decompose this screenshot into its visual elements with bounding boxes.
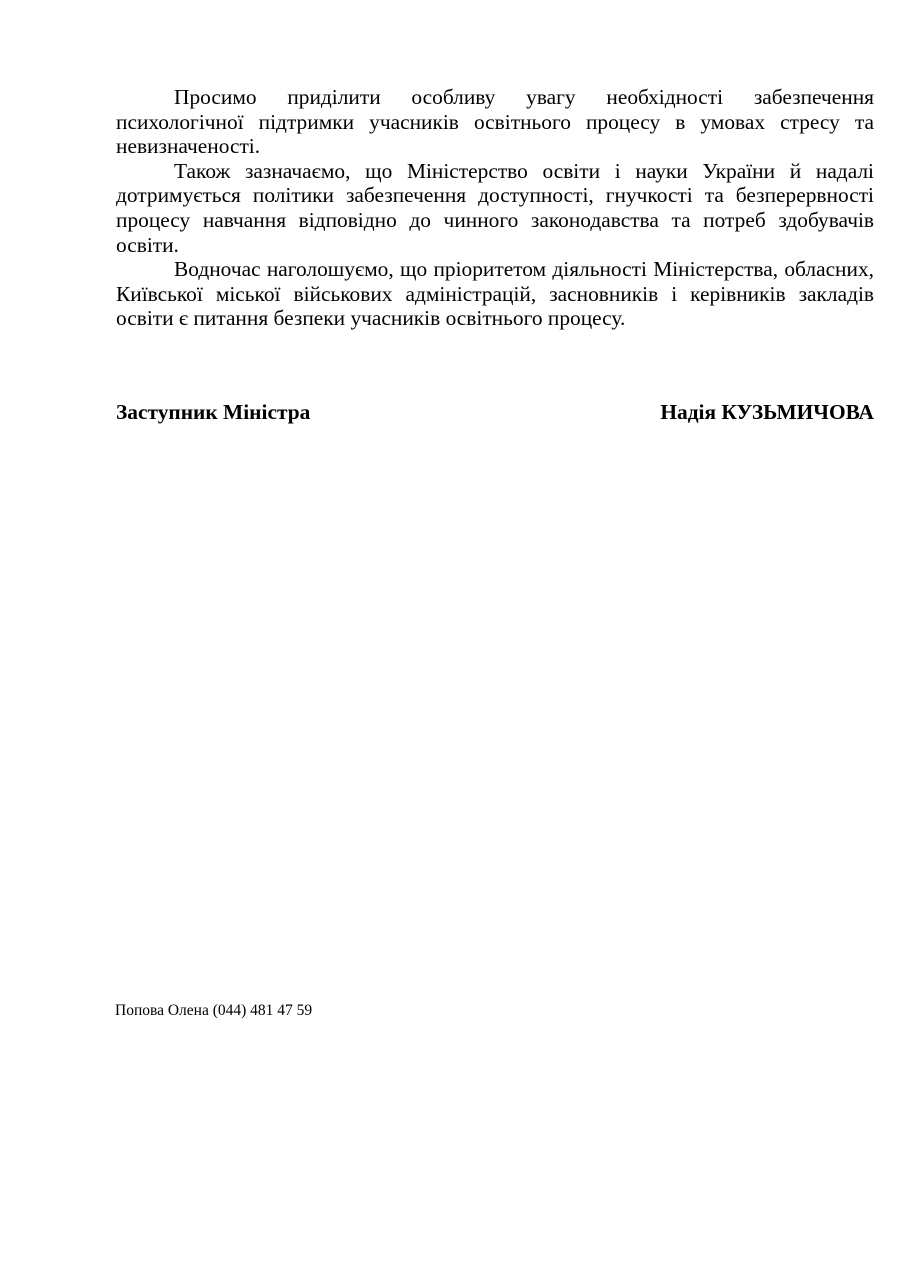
body-paragraph: Також зазначаємо, що Міністерство освіти і науки України й надалі дотримується політики забезпечення доступності, гнучкості та безперервності процесу навчання відповідно до чинного законодавства та потреб здобувачів освіти. xyxy=(116,158,874,257)
signature-row xyxy=(116,400,874,425)
letter-body xyxy=(116,85,874,331)
body-paragraph: Просимо приділити особливу увагу необхідності забезпечення психологічної підтримки учасників освітнього процесу в умовах стресу та невизначеності. xyxy=(116,85,874,159)
executor-contact: Попова Олена (044) 481 47 59 xyxy=(115,1002,313,1019)
body-paragraph: Водночас наголошуємо, що пріоритетом діяльності Міністерства, обласних, Київської міської військових адміністрацій, засновників і керівників закладів освіти є питання безпеки учасників освітнього процесу. xyxy=(116,257,874,331)
signatory-name: Надія КУЗЬМИЧОВА xyxy=(660,400,874,424)
signatory-position-title: Заступник Міністра xyxy=(116,400,311,424)
